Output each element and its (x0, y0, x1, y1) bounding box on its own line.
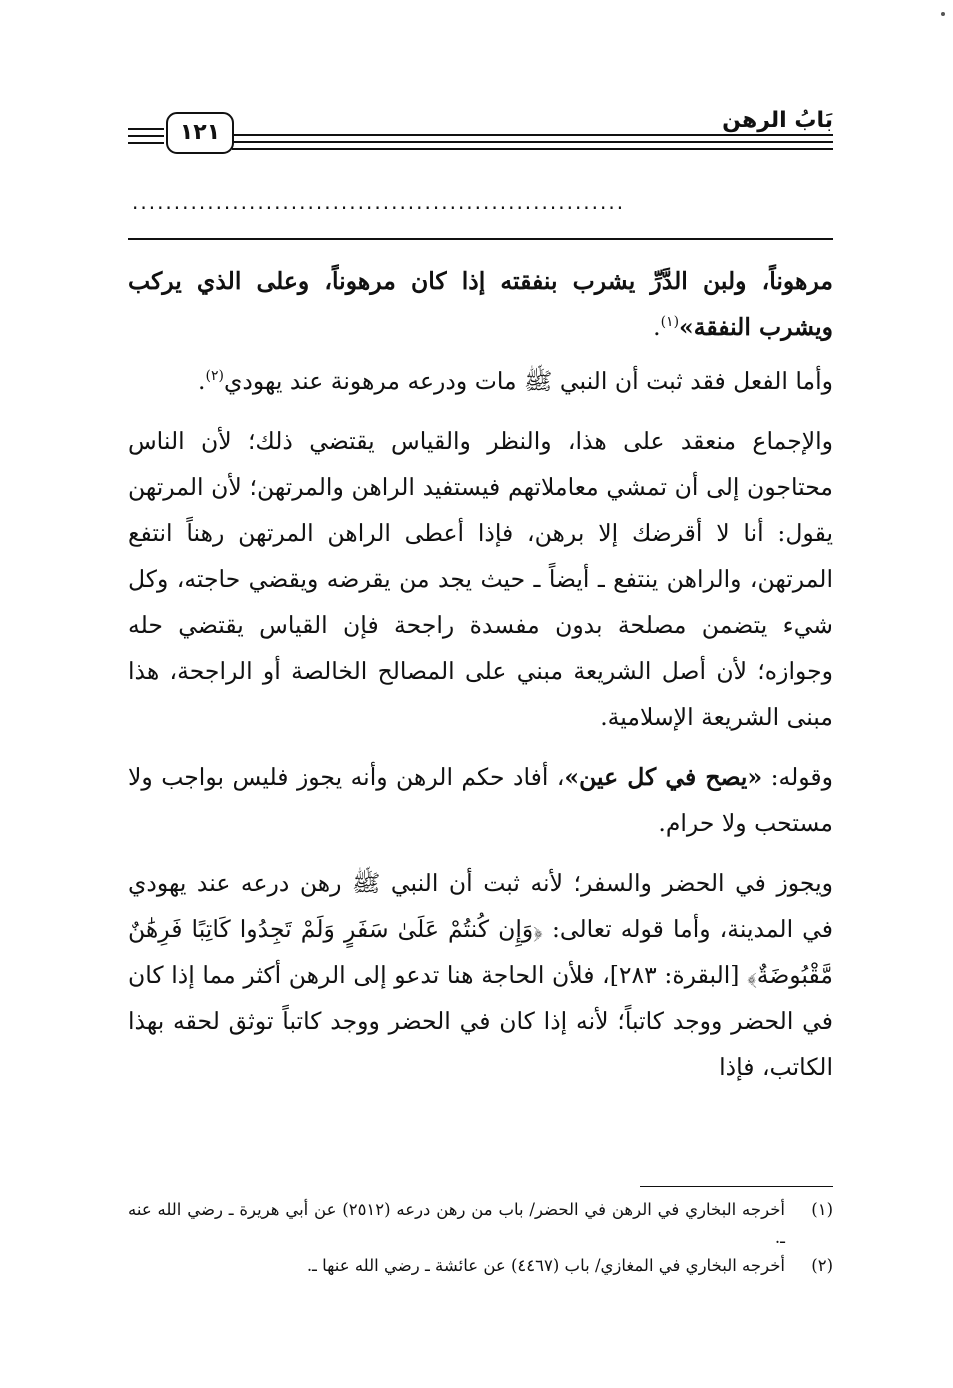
footnote-text: أخرجه البخاري في الرهن في الحضر/ باب من رهن درعه (٢٥١٢) عن أبي هريرة ـ رضي الله عنه ـ. (128, 1200, 785, 1247)
matn-quote: «يصح في كل عين» (564, 763, 763, 791)
separator-line (128, 238, 833, 240)
header-rule-right (232, 148, 833, 150)
paragraph-text: وأما الفعل فقد ثبت أن النبي ﷺ مات ودرعه مرهونة عند يهودي (223, 367, 833, 395)
body-text (128, 258, 833, 1104)
hadith-quote: مرهوناً، ولبن الدَّرِّ يشرب بنفقته إذا كان مرهوناً، وعلى الذي يركب ويشرب النفقة» (128, 267, 833, 341)
omission-dots: ........................................................... (132, 192, 626, 212)
paragraph-text: ويجوز في الحضر والسفر؛ لأنه ثبت أن النبي ﷺ رهن درعه عند يهودي في المدينة، وأما قوله تعالى: ﴿وَإِن كُنتُمْ عَلَىٰ سَفَرٍ وَلَمْ تَجِدُوا كَاتِبًا فَرِهَٰنٌ مَّقْبُوضَةٌ﴾ [البقرة: ٢٨٣]، فلأن الحاجة هنا تدعو إلى الرهن أكثر مما إذا كان في الحضر ووجد كاتباً؛ لأنه إذا كان في الحضر ووجد كاتباً توثق لحقه بهذا الكاتب، فإذا (128, 869, 833, 1081)
header-rule-right (232, 141, 833, 143)
paragraph (128, 418, 833, 740)
page-number: ١٢١ (166, 112, 234, 154)
period: . (198, 367, 206, 395)
header-rule-right (232, 134, 833, 136)
footnote (128, 1252, 833, 1280)
paragraph-text: وقوله: (762, 763, 833, 791)
header-rule-left (128, 135, 164, 137)
paragraph (128, 860, 833, 1090)
period: . (653, 313, 661, 341)
corner-speck (941, 12, 945, 16)
footnote-text: أخرجه البخاري في المغازي/ باب (٤٤٦٧) عن عائشة ـ رضي الله عنها ـ. (306, 1256, 785, 1275)
chapter-title: بَابُ الرهن (722, 108, 833, 133)
header-rule-left (128, 142, 164, 144)
paragraph (128, 258, 833, 350)
footnote-number: (٢) (811, 1256, 833, 1275)
paragraph (128, 754, 833, 846)
paragraph (128, 358, 833, 404)
footnote-number: (١) (811, 1200, 833, 1219)
footnotes (128, 1196, 833, 1280)
page-header (128, 108, 833, 158)
paragraph-text: والإجماع منعقد على هذا، والنظر والقياس يقتضي ذلك؛ لأن الناس محتاجون إلى أن تمشي معاملاتهم فيستفيد الراهن والمرتهن؛ لأن المرتهن يقول: أنا لا أقرضك إلا برهن، فإذا أعطى الراهن المرتهن رهناً انتفع المرتهن، والراهن ينتفع ـ أيضاً ـ حيث يجد من يقرضه ويقضي حاجته، وكل شيء يتضمن مصلحة بدون مفسدة راجحة فإن القياس يقتضي حله وجوازه؛ لأن أصل الشريعة مبني على المصالح الخالصة أو الراجحة، هذا مبنى الشريعة الإسلامية. (128, 427, 833, 731)
paragraph-text: ، أفاد حكم الرهن وأنه يجوز فليس بواجب ولا مستحب ولا حرام. (128, 763, 833, 837)
footnote-separator (640, 1186, 833, 1187)
header-rule-left (128, 128, 164, 130)
footnote-ref: (٢) (205, 368, 224, 385)
footnote-ref: (١) (660, 314, 680, 331)
footnote (128, 1196, 833, 1252)
